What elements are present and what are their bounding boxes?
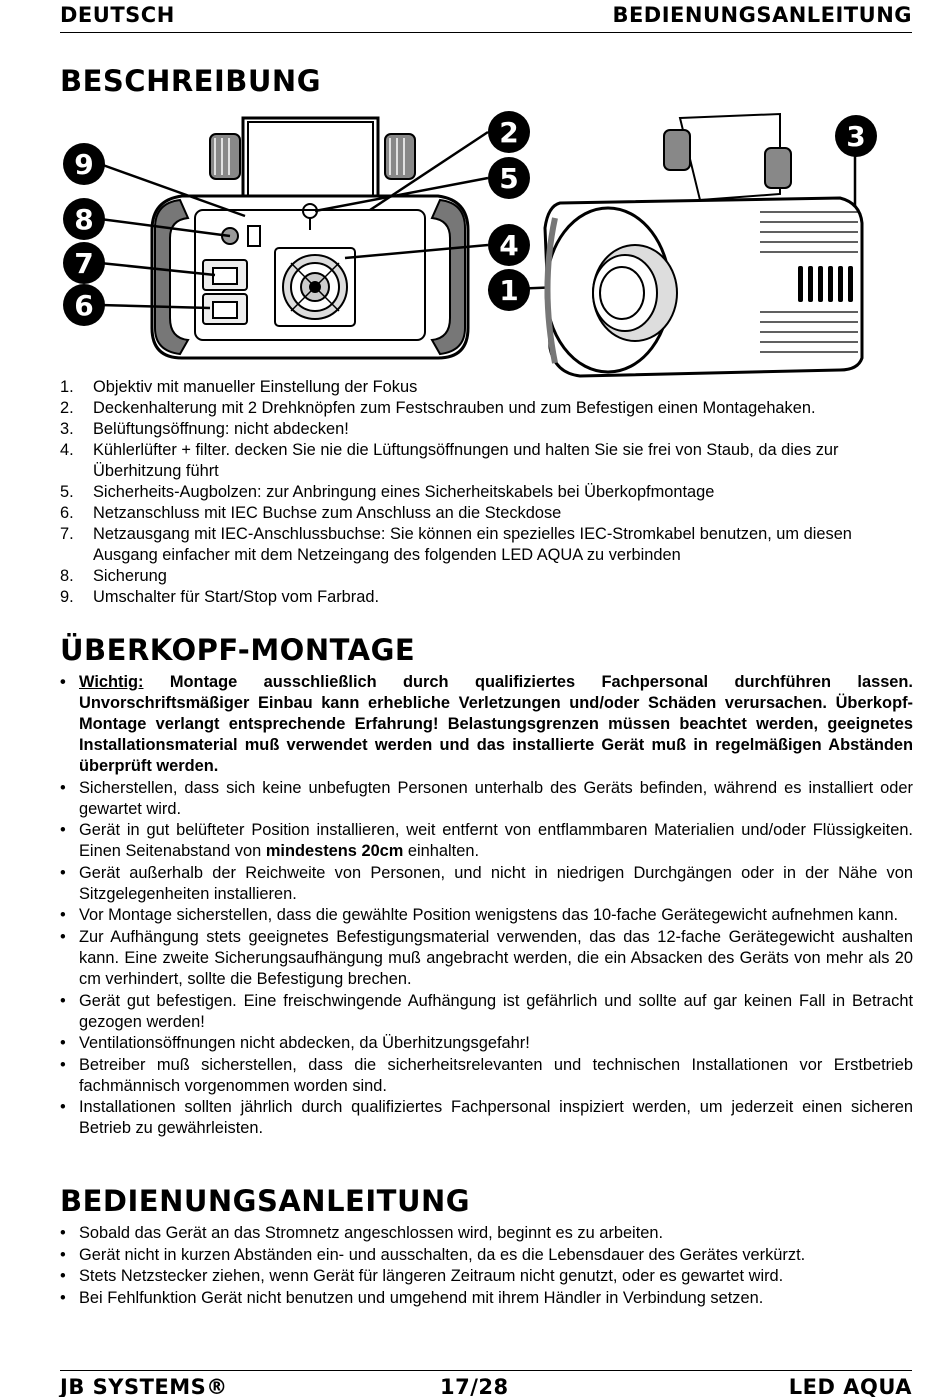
description-item: 8. Sicherung [60,567,167,585]
list-item: • Sobald das Gerät an das Stromnetz angeschlossen wird, beginnt es zu arbeiten. [60,1223,913,1244]
callout-7: 7 [74,247,94,280]
min-distance-emphasis: mindestens 20cm [265,842,404,861]
description-item: 7. Netzausgang mit IEC-Anschlussbuchse: Sie können ein spezielles IEC-Stromkabel benutzen, um diesen Ausgang einfacher mit dem Netzeingang des folgenden LED AQUA zu verbinden [60,525,852,564]
page-header [60,0,912,33]
header-doc-type: BEDIENUNGSANLEITUNG [612,3,912,27]
description-item: 5. Sicherheits-Augbolzen: zur Anbringung eines Sicherheitskabels bei Überkopfmontage [60,483,715,501]
section-title-operation: BEDIENUNGSANLEITUNG [60,1184,471,1218]
list-item: • Gerät gut befestigen. Eine freischwingende Aufhängung ist gefährlich und sollte auf gar keinen Fall in Betracht gezogen werden! [60,991,913,1033]
list-item: • Installationen sollten jährlich durch qualifiziertes Fachpersonal inspiziert werden, um jederzeit einen sicheren Betrieb zu gewährleisten. [60,1097,913,1139]
front-view-drawing [545,114,862,376]
callout-6: 6 [74,289,94,322]
callout-9: 9 [74,148,94,181]
footer-brand: JB SYSTEMS® [60,1375,228,1397]
list-item: • Zur Aufhängung stets geeignetes Befestigungsmaterial verwenden, das das 12-fache Gerätegewicht aushalten kann. Eine zweite Sicherungsaufhängung muß angebracht werden, die ein Absacken des Geräts von mehr als 20 cm verhindert, sollte die Befestigung brechen. [60,927,913,990]
callout-8: 8 [74,203,94,236]
warning-label: Wichtig: [79,673,144,691]
description-item: 6. Netzanschluss mit IEC Buchse zum Anschluss an die Steckdose [60,504,562,522]
list-item: • Ventilationsöffnungen nicht abdecken, da Überhitzungsgefahr! [60,1033,913,1054]
list-item: • Vor Montage sicherstellen, dass die gewählte Position wenigstens das 10-fache Gerätegewicht aufnehmen kann. [60,905,913,926]
description-item: 4. Kühlerlüfter + filter. decken Sie nie die Lüftungsöffnungen und halten Sie sie frei von Staub, da dies zur Überhitzung führt [60,441,839,480]
warning-item [60,672,913,777]
section-title-description: BESCHREIBUNG [60,64,322,98]
list-item: • Bei Fehlfunktion Gerät nicht benutzen und umgehend mit ihrem Händler in Verbindung setzen. [60,1288,913,1309]
callout-4: 4 [499,229,519,262]
list-item: • Gerät außerhalb der Reichweite von Personen, und nicht in niedrigen Durchgängen oder in der Nähe von Sitzgelegenheiten installieren. [60,863,913,905]
description-item: 1. Objektiv mit manueller Einstellung der Fokus [60,378,418,396]
page-footer [60,1370,912,1397]
operation-list [60,1223,913,1309]
warning-text: Montage ausschließlich durch qualifiziertes Fachpersonal durchführen lassen. Unvorschriftsmäßiger Einbau kann erhebliche Verletzungen und/oder Schäden verursachen. Überkopf-Montage verlangt entsprechende Erfahrung! Belastungsgrenzen müssen beachtet werden, geeignetes Installationsmaterial muß verwendet werden und das installierte Gerät muß in regelmäßigen Abständen überprüft werden. [79,673,913,775]
description-item: 9. Umschalter für Start/Stop vom Farbrad. [60,588,380,606]
list-item: • Gerät nicht in kurzen Abständen ein- und ausschalten, da es die Lebensdauer des Gerätes verkürzt. [60,1245,913,1266]
description-item: 2. Deckenhalterung mit 2 Drehknöpfen zum Festschrauben und zum Befestigen einen Montagehaken. [60,399,816,417]
callout-1: 1 [499,274,519,307]
footer-model: LED AQUA [788,1375,912,1397]
list-item: • Stets Netzstecker ziehen, wenn Gerät für längeren Zeitraum nicht genutzt, oder es gewartet wird. [60,1266,913,1287]
callout-3: 3 [846,120,866,153]
list-item: • Gerät in gut belüfteter Position installieren, weit entfernt von entflammbaren Materialien und/oder Flüssigkeiten. Einen Seitenabstand von mindestens 20cm einhalten. [60,820,913,862]
overhead-list [60,672,913,1140]
section-title-overhead: ÜBERKOPF-MONTAGE [60,633,416,667]
page-number: 17/28 [440,1375,509,1397]
product-illustration [60,108,920,380]
description-item: 3. Belüftungsöffnung: nicht abdecken! [60,420,349,438]
rear-view-drawing [152,118,468,358]
callout-2: 2 [499,116,519,149]
list-item: • Sicherstellen, dass sich keine unbefugten Personen unterhalb des Geräts befinden, während es installiert oder gewartet wird. [60,778,913,820]
description-list [60,377,910,608]
callout-5: 5 [499,162,519,195]
header-language: DEUTSCH [60,3,175,27]
list-item: • Betreiber muß sicherstellen, dass die sicherheitsrelevanten und technischen Installationen vor Erstbetrieb fachmännisch vorgenommen worden sind. [60,1055,913,1097]
